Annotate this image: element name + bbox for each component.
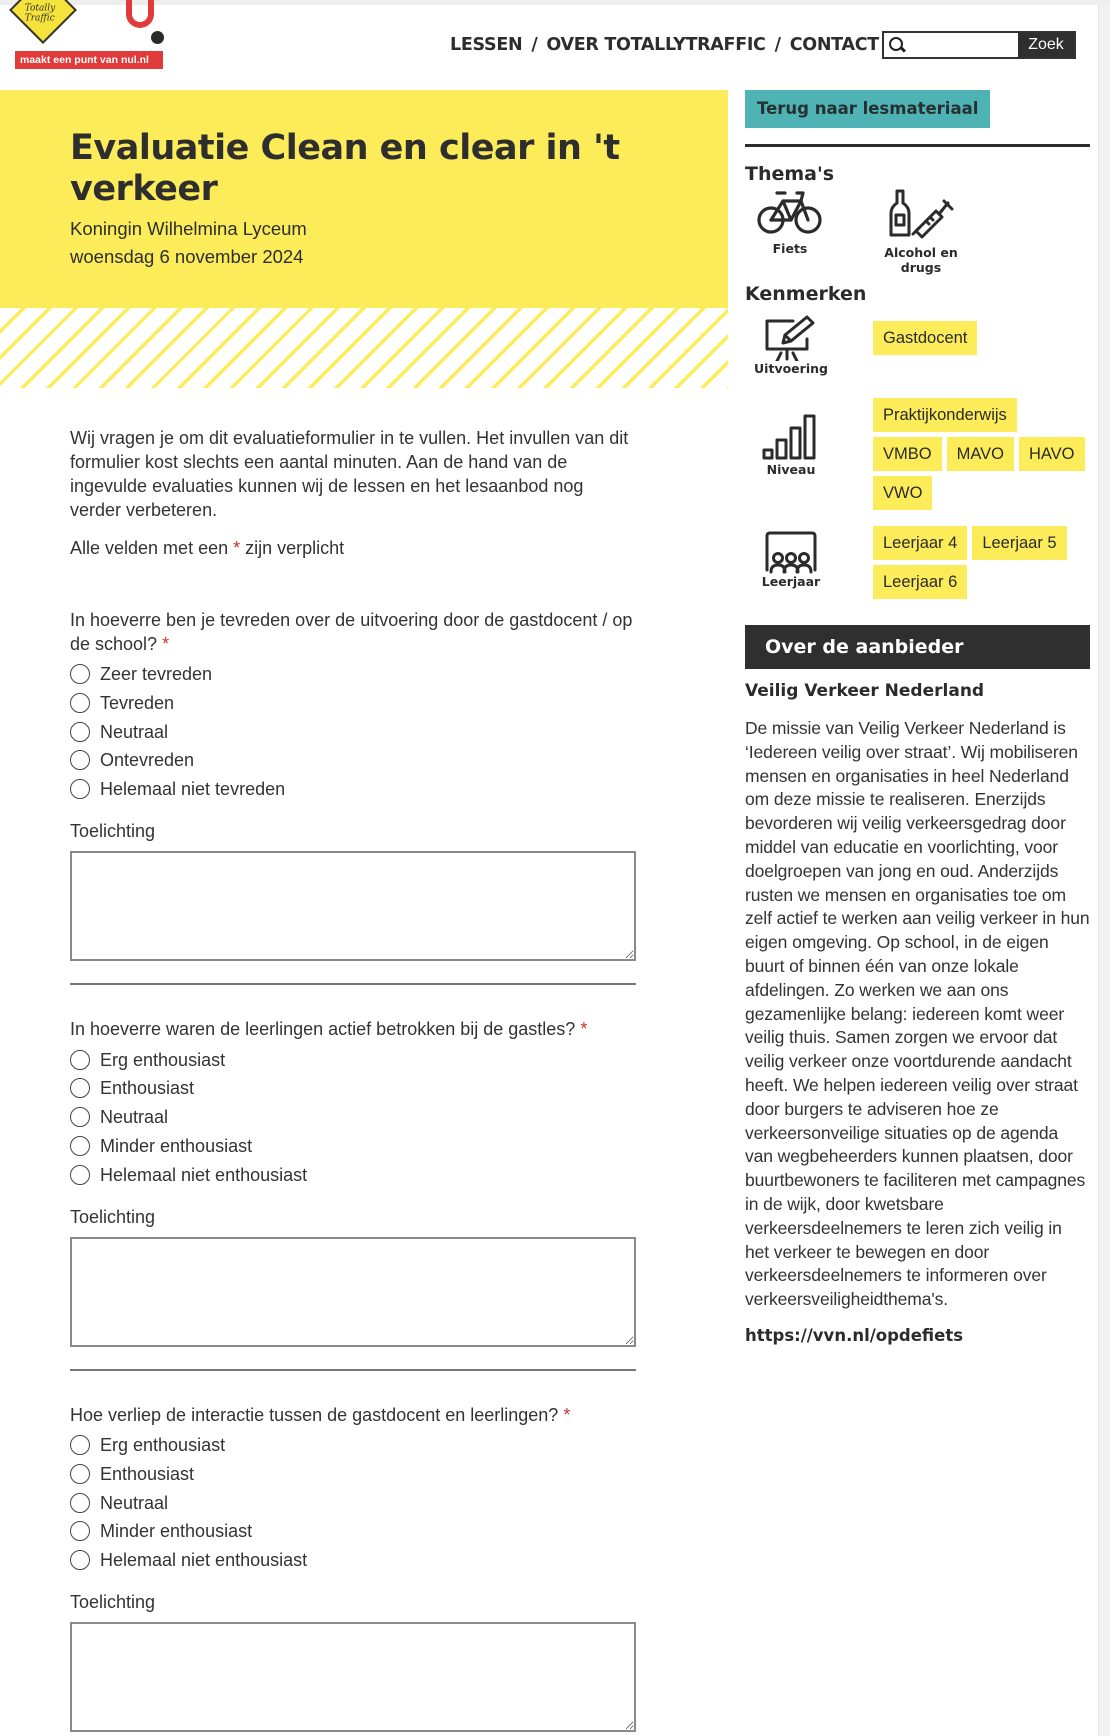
nav-separator: / bbox=[531, 35, 538, 55]
radio-option[interactable]: Helemaal niet enthousiast bbox=[70, 1546, 636, 1575]
bottle-syringe-icon bbox=[886, 189, 956, 239]
theme-alcohol-en-drugs[interactable]: Alcohol en drugs bbox=[871, 189, 971, 275]
comment-textarea[interactable] bbox=[70, 1237, 636, 1347]
radio-option[interactable]: Helemaal niet tevreden bbox=[70, 775, 636, 804]
radio-button[interactable] bbox=[70, 779, 90, 799]
site-logo[interactable] bbox=[15, 0, 165, 70]
radio-button[interactable] bbox=[70, 1464, 90, 1484]
search-form bbox=[882, 31, 1076, 59]
tag[interactable]: Gastdocent bbox=[873, 321, 977, 355]
theme-fiets[interactable]: Fiets bbox=[745, 189, 835, 275]
radio-button[interactable] bbox=[70, 1136, 90, 1156]
hero-stripes-decoration bbox=[0, 308, 728, 388]
browser-top-edge bbox=[0, 0, 1110, 5]
radio-button[interactable] bbox=[70, 1107, 90, 1127]
radio-option[interactable]: Enthousiast bbox=[70, 1074, 636, 1103]
tag[interactable]: VWO bbox=[873, 476, 932, 510]
radio-button[interactable] bbox=[70, 1050, 90, 1070]
school-name: Koningin Wilhelmina Lyceum bbox=[70, 218, 307, 239]
provider-description: De missie van Veilig Verkeer Nederland is ‘Iedereen veilig over straat’. Wij mobiliseren mensen en organisaties in heel Nederland om deze missie te realiseren. Enerzijds bevorderen wij veilig verkeersgedrag door middel van educatie en voorlichting, voor doelgroepen van jong en oud. Anderzijds rusten we mensen en organisaties toe om zelf actief te werken aan veilig verkeer in hun eigen omgeving. Op school, in de eigen buurt of binnen één van onze lokale afdelingen. Zo werken we aan ons gezamenlijke belang: iedereen komt weer veilig thuis. Samen zorgen we ervoor dat veilig verkeer onze voortdurende aandacht heeft. We helpen iedereen veilig over straat door burgers te adviseren hoe ze verkeersonveilige situaties op de agenda van wegbeheerders kunnen plaatsen, door buurtbewoners te faciliteren met campagnes in de wijk, door kwetsbare verkeersdeelnemers te leren zich veilig in het verkeer te bewegen en door verkeersdeelnemers te informeren over verkeersveiligheidthema's. bbox=[745, 718, 1090, 1310]
radio-option[interactable]: Neutraal bbox=[70, 717, 636, 746]
classroom-icon bbox=[763, 530, 819, 574]
kenmerken-heading: Kenmerken bbox=[745, 283, 867, 305]
niveau-tags bbox=[873, 398, 1090, 510]
required-asterisk: * bbox=[162, 634, 170, 654]
tag[interactable]: Leerjaar 6 bbox=[873, 565, 967, 599]
totally-traffic-sign-icon: Totally Traffic bbox=[9, 0, 77, 44]
themes-heading: Thema's bbox=[745, 163, 835, 185]
question-label: In hoeverre ben je tevreden over de uitvoering door de gastdocent / op de school? * bbox=[70, 610, 633, 654]
kenmerk-uitvoering: Uitvoering Gastdocent bbox=[745, 315, 1090, 376]
level-bars-icon bbox=[761, 414, 821, 462]
search-button[interactable]: Zoek bbox=[1018, 33, 1074, 57]
question-divider bbox=[70, 983, 636, 985]
sidebar-divider bbox=[745, 144, 1090, 147]
radio-button[interactable] bbox=[70, 693, 90, 713]
kenmerk-niveau: Niveau Praktijkonderwijs VMBO MAVO HAVO VWO bbox=[745, 398, 1090, 510]
tag[interactable]: MAVO bbox=[947, 437, 1014, 471]
comment-label: Toelichting bbox=[70, 821, 156, 842]
comment-label: Toelichting bbox=[70, 1592, 156, 1613]
nav-link-contact[interactable]: CONTACT bbox=[789, 35, 879, 55]
provider-name: Veilig Verkeer Nederland bbox=[745, 681, 985, 701]
provider-link[interactable]: https://vvn.nl/opdefiets bbox=[745, 1325, 964, 1345]
radio-option[interactable]: Enthousiast bbox=[70, 1460, 636, 1489]
comment-textarea[interactable] bbox=[70, 851, 636, 961]
nav-link-over-totallytraffic[interactable]: OVER TOTALLYTRAFFIC bbox=[546, 35, 766, 55]
comment-textarea[interactable] bbox=[70, 1622, 636, 1732]
page-scrollbar[interactable] bbox=[1098, 5, 1110, 1736]
leerjaar-tags bbox=[873, 526, 1090, 599]
question-1 bbox=[70, 608, 636, 961]
nav-link-lessen[interactable]: LESSEN bbox=[450, 35, 523, 55]
tag[interactable]: Leerjaar 5 bbox=[972, 526, 1066, 560]
radio-option[interactable]: Zeer tevreden bbox=[70, 660, 636, 689]
page-title: Evaluatie Clean en clear in 't verkeer bbox=[70, 128, 620, 209]
radio-option[interactable]: Minder enthousiast bbox=[70, 1517, 636, 1546]
presentation-board-icon bbox=[763, 315, 819, 361]
kenmerk-leerjaar: Leerjaar Leerjaar 4 Leerjaar 5 Leerjaar 6 bbox=[745, 526, 1090, 599]
radio-button[interactable] bbox=[70, 1165, 90, 1185]
question-divider bbox=[70, 1369, 636, 1371]
main-nav bbox=[450, 32, 879, 58]
zero-logo-dot-icon bbox=[151, 31, 164, 44]
comment-label: Toelichting bbox=[70, 1206, 156, 1227]
radio-option[interactable]: Helemaal niet enthousiast bbox=[70, 1160, 636, 1189]
radio-option[interactable]: Erg enthousiast bbox=[70, 1045, 636, 1074]
radio-button[interactable] bbox=[70, 1435, 90, 1455]
required-asterisk: * bbox=[580, 1019, 588, 1040]
required-asterisk: * bbox=[563, 1404, 571, 1425]
radio-option[interactable]: Neutraal bbox=[70, 1488, 636, 1517]
radio-option[interactable]: Tevreden bbox=[70, 689, 636, 718]
hero-banner bbox=[0, 90, 728, 308]
provider-section-heading: Over de aanbieder bbox=[745, 625, 1090, 669]
themes-list bbox=[745, 189, 1090, 275]
logo-tagline: maakt een punt van nul.nl bbox=[15, 51, 163, 69]
tag[interactable]: VMBO bbox=[873, 437, 942, 471]
uitvoering-tags bbox=[873, 321, 1090, 376]
tag[interactable]: HAVO bbox=[1019, 437, 1085, 471]
question-2 bbox=[70, 1017, 636, 1346]
bicycle-icon bbox=[757, 189, 823, 235]
question-3 bbox=[70, 1403, 636, 1732]
required-asterisk: * bbox=[233, 538, 241, 558]
radio-button[interactable] bbox=[70, 1493, 90, 1513]
radio-button[interactable] bbox=[70, 722, 90, 742]
nav-separator: / bbox=[774, 35, 781, 55]
lesson-date: woensdag 6 november 2024 bbox=[70, 246, 304, 267]
zero-logo-icon bbox=[126, 0, 154, 28]
search-icon bbox=[884, 33, 912, 57]
search-input[interactable] bbox=[912, 33, 1018, 57]
sidebar bbox=[745, 90, 1090, 1345]
back-to-lesson-material-button[interactable]: Terug naar lesmateriaal bbox=[745, 90, 990, 128]
question-label: In hoeverre waren de leerlingen actief betrokken bij de gastles? * bbox=[70, 1019, 588, 1040]
radio-button[interactable] bbox=[70, 664, 90, 684]
tag[interactable]: Leerjaar 4 bbox=[873, 526, 967, 560]
radio-button[interactable] bbox=[70, 1521, 90, 1541]
radio-button[interactable] bbox=[70, 1078, 90, 1098]
form-intro: Wij vragen je om dit evaluatieformulier in te vullen. Het invullen van dit formulier kost slechts een aantal minuten. Aan de hand van de ingevulde evaluaties kunnen wij de lessen en het lesaanbod nog verder verbeteren. bbox=[70, 428, 629, 520]
radio-option[interactable]: Ontevreden bbox=[70, 746, 636, 775]
tag[interactable]: Praktijkonderwijs bbox=[873, 398, 1017, 432]
radio-option[interactable]: Erg enthousiast bbox=[70, 1431, 636, 1460]
question-label: Hoe verliep de interactie tussen de gastdocent en leerlingen? * bbox=[70, 1404, 571, 1425]
radio-button[interactable] bbox=[70, 1550, 90, 1570]
radio-button[interactable] bbox=[70, 750, 90, 770]
radio-option[interactable]: Neutraal bbox=[70, 1103, 636, 1132]
evaluation-form bbox=[70, 426, 636, 1732]
radio-option[interactable]: Minder enthousiast bbox=[70, 1132, 636, 1161]
required-fields-note: Alle velden met een * zijn verplicht bbox=[70, 538, 345, 558]
